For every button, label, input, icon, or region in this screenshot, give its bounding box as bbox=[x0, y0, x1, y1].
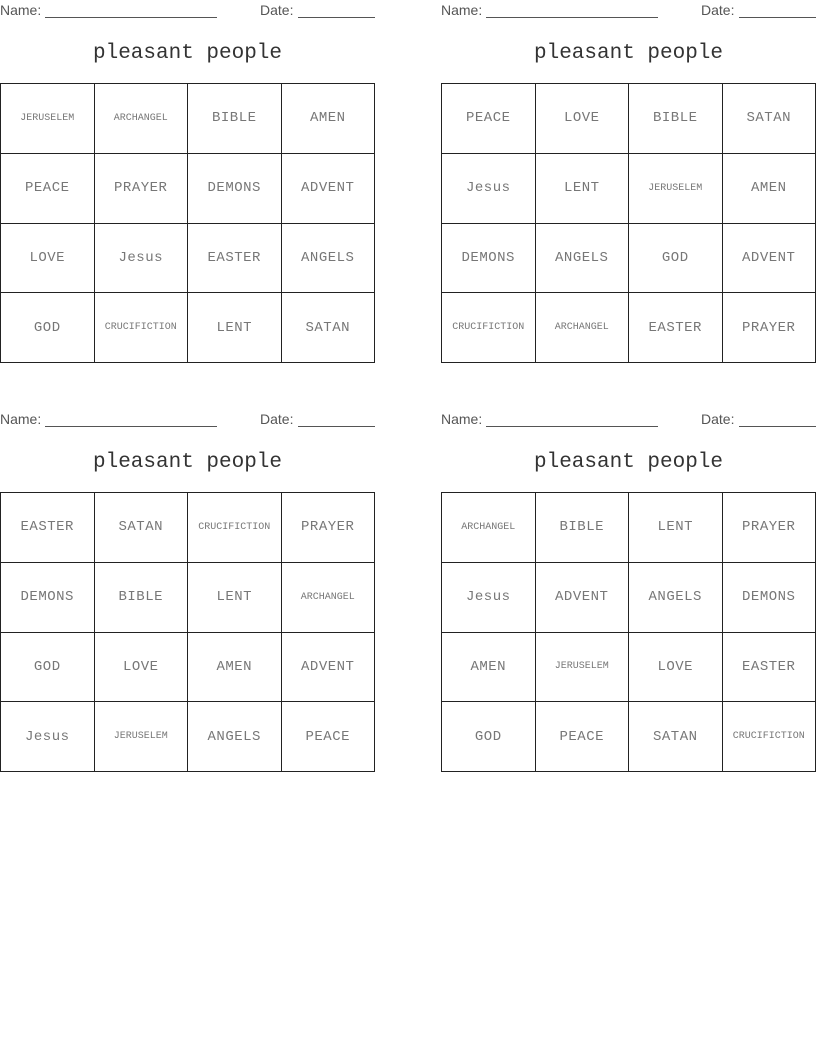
bingo-cell: GOD bbox=[442, 702, 536, 772]
bingo-cell: SATAN bbox=[282, 293, 376, 363]
bingo-cell: LENT bbox=[629, 493, 723, 563]
date-label: Date: bbox=[701, 2, 735, 18]
bingo-cell: Jesus bbox=[442, 563, 536, 633]
bingo-cell: SATAN bbox=[95, 493, 189, 563]
bingo-cell: CRUCIFICTION bbox=[723, 702, 816, 772]
date-line bbox=[739, 17, 816, 18]
bingo-cell: ADVENT bbox=[282, 154, 376, 224]
bingo-cell: ARCHANGEL bbox=[442, 493, 536, 563]
bingo-grid bbox=[441, 492, 816, 772]
name-date-row bbox=[441, 2, 816, 20]
name-date-row bbox=[441, 411, 816, 429]
bingo-cell: LENT bbox=[188, 293, 282, 363]
bingo-cell: LOVE bbox=[1, 224, 95, 294]
card-title: pleasant people bbox=[92, 42, 283, 65]
bingo-cell: ADVENT bbox=[723, 224, 816, 294]
bingo-cell: AMEN bbox=[282, 84, 376, 154]
name-line bbox=[486, 426, 658, 427]
bingo-card-2 bbox=[441, 0, 816, 375]
bingo-cell: DEMONS bbox=[188, 154, 282, 224]
bingo-cell: Jesus bbox=[1, 702, 95, 772]
card-title: pleasant people bbox=[533, 42, 724, 65]
name-line bbox=[45, 17, 217, 18]
bingo-cell: DEMONS bbox=[723, 563, 816, 633]
bingo-card-4 bbox=[441, 409, 816, 784]
bingo-cell: PEACE bbox=[536, 702, 630, 772]
bingo-cell: JERUSELEM bbox=[536, 633, 630, 703]
bingo-cell: BIBLE bbox=[536, 493, 630, 563]
bingo-cell: EASTER bbox=[1, 493, 95, 563]
bingo-cell: EASTER bbox=[723, 633, 816, 703]
bingo-cell: BIBLE bbox=[188, 84, 282, 154]
bingo-cell: Jesus bbox=[442, 154, 536, 224]
name-label: Name: bbox=[0, 2, 42, 18]
bingo-cell: EASTER bbox=[188, 224, 282, 294]
bingo-cell: PRAYER bbox=[723, 493, 816, 563]
bingo-cell: SATAN bbox=[629, 702, 723, 772]
bingo-cell: CRUCIFICTION bbox=[95, 293, 189, 363]
bingo-cell: LOVE bbox=[95, 633, 189, 703]
bingo-card-3 bbox=[0, 409, 375, 784]
bingo-cell: SATAN bbox=[723, 84, 816, 154]
bingo-cell: PRAYER bbox=[282, 493, 376, 563]
bingo-cell: AMEN bbox=[188, 633, 282, 703]
bingo-cell: GOD bbox=[1, 293, 95, 363]
bingo-cell: JERUSELEM bbox=[629, 154, 723, 224]
bingo-cell: ANGELS bbox=[282, 224, 376, 294]
date-label: Date: bbox=[260, 411, 294, 427]
bingo-cell: ANGELS bbox=[188, 702, 282, 772]
bingo-cell: DEMONS bbox=[1, 563, 95, 633]
bingo-cell: PRAYER bbox=[95, 154, 189, 224]
bingo-cell: ARCHANGEL bbox=[536, 293, 630, 363]
bingo-cell: JERUSELEM bbox=[1, 84, 95, 154]
bingo-cell: ADVENT bbox=[536, 563, 630, 633]
date-line bbox=[298, 426, 375, 427]
bingo-cell: Jesus bbox=[95, 224, 189, 294]
name-line bbox=[486, 17, 658, 18]
bingo-cell: LENT bbox=[188, 563, 282, 633]
bingo-cell: PEACE bbox=[282, 702, 376, 772]
bingo-cell: CRUCIFICTION bbox=[442, 293, 536, 363]
bingo-cell: ADVENT bbox=[282, 633, 376, 703]
name-date-row bbox=[0, 2, 375, 20]
bingo-cell: LOVE bbox=[536, 84, 630, 154]
bingo-cell: EASTER bbox=[629, 293, 723, 363]
bingo-cell: ARCHANGEL bbox=[282, 563, 376, 633]
bingo-cell: LOVE bbox=[629, 633, 723, 703]
bingo-cell: ANGELS bbox=[536, 224, 630, 294]
bingo-cell: AMEN bbox=[442, 633, 536, 703]
bingo-cell: PEACE bbox=[1, 154, 95, 224]
name-date-row bbox=[0, 411, 375, 429]
bingo-cell: GOD bbox=[1, 633, 95, 703]
bingo-cell: CRUCIFICTION bbox=[188, 493, 282, 563]
bingo-cell: AMEN bbox=[723, 154, 816, 224]
card-title: pleasant people bbox=[92, 451, 283, 474]
bingo-cell: DEMONS bbox=[442, 224, 536, 294]
bingo-grid bbox=[0, 83, 375, 363]
bingo-grid bbox=[0, 492, 375, 772]
bingo-cell: BIBLE bbox=[629, 84, 723, 154]
date-label: Date: bbox=[701, 411, 735, 427]
date-label: Date: bbox=[260, 2, 294, 18]
bingo-cell: ARCHANGEL bbox=[95, 84, 189, 154]
date-line bbox=[739, 426, 816, 427]
bingo-cell: LENT bbox=[536, 154, 630, 224]
bingo-card-1 bbox=[0, 0, 375, 375]
bingo-cell: ANGELS bbox=[629, 563, 723, 633]
name-label: Name: bbox=[441, 2, 483, 18]
name-label: Name: bbox=[0, 411, 42, 427]
bingo-cell: GOD bbox=[629, 224, 723, 294]
bingo-cell: JERUSELEM bbox=[95, 702, 189, 772]
name-label: Name: bbox=[441, 411, 483, 427]
bingo-cell: PEACE bbox=[442, 84, 536, 154]
card-title: pleasant people bbox=[533, 451, 724, 474]
bingo-cell: PRAYER bbox=[723, 293, 816, 363]
bingo-cell: BIBLE bbox=[95, 563, 189, 633]
date-line bbox=[298, 17, 375, 18]
name-line bbox=[45, 426, 217, 427]
bingo-grid bbox=[441, 83, 816, 363]
